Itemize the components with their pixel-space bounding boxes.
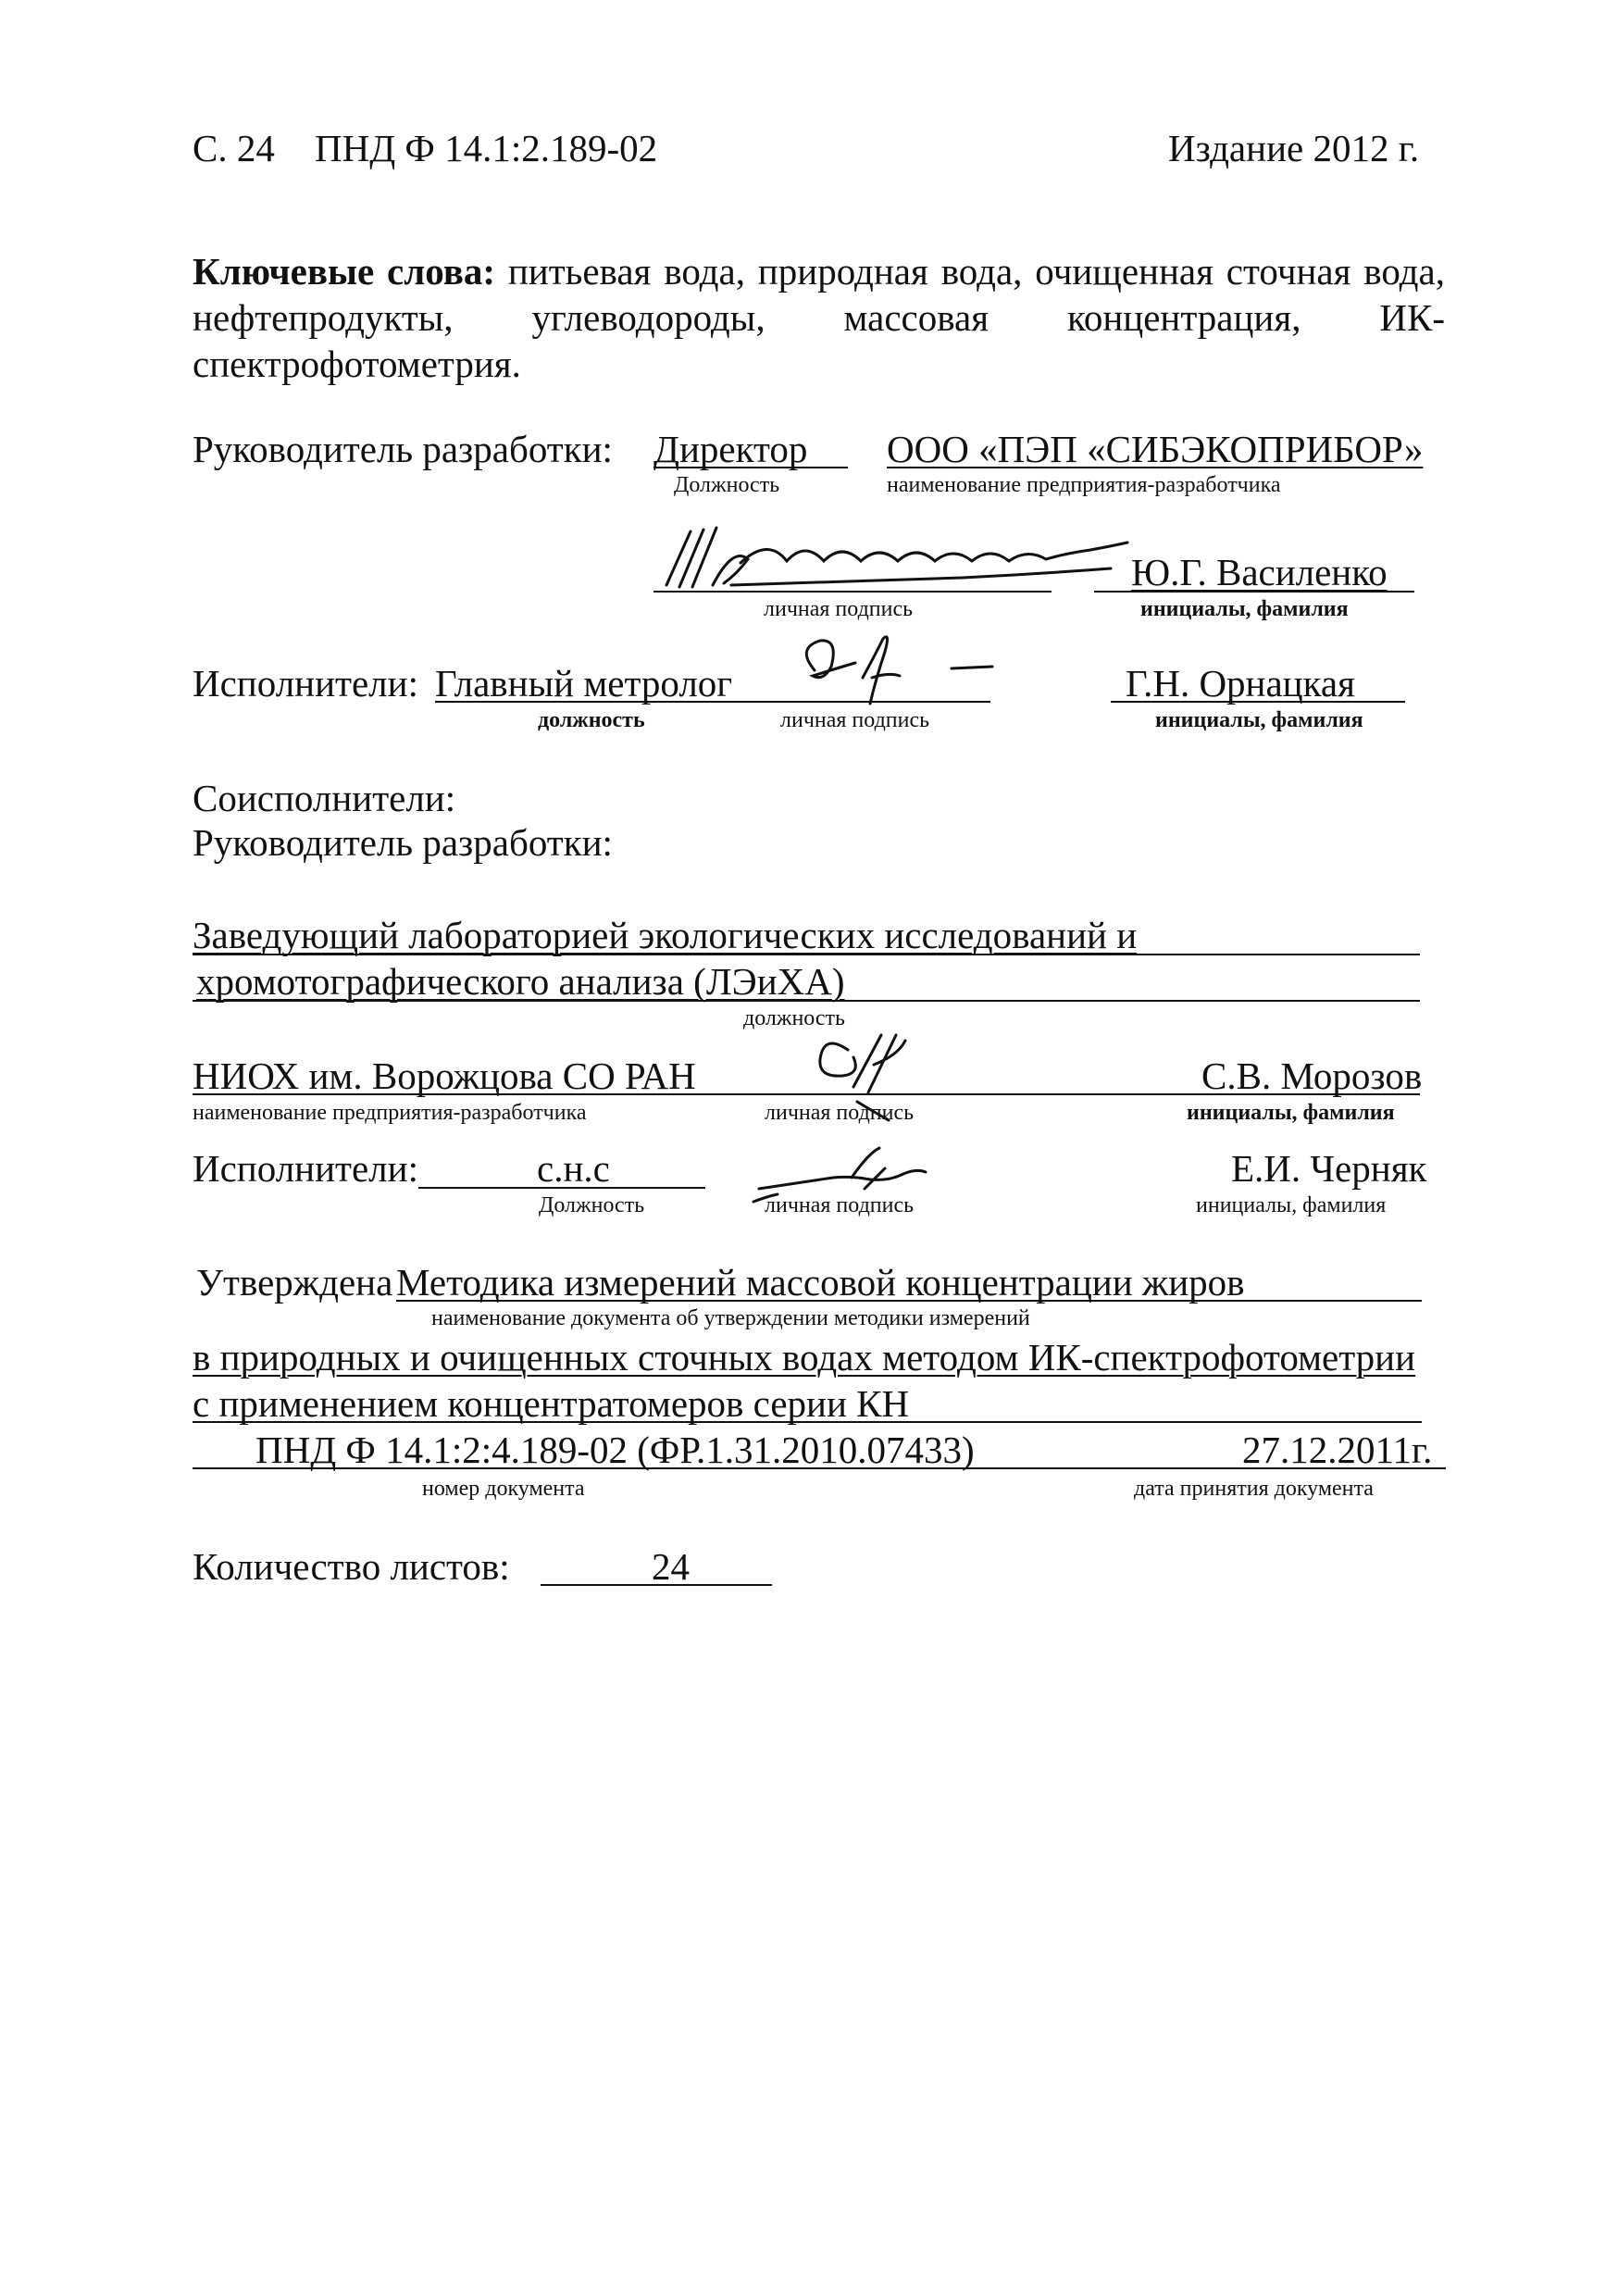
lead-position-caption: Должность xyxy=(674,473,780,497)
co-position-line2: хромотографического анализа (ЛЭиХА) xyxy=(196,960,845,1003)
keywords-text: питьевая вода, природная вода, очищенная сточная вода, нефтепродукты, углеводороды, массовая концентрация, ИК-спектрофотометрия. xyxy=(193,250,1445,385)
approval-caption: наименование документа об утверждении методики измерений xyxy=(431,1306,1030,1330)
executor1-signature-line xyxy=(435,701,990,703)
co-organization: НИОХ им. Ворожцова СО РАН xyxy=(193,1054,696,1097)
executor2-name: Е.И. Черняк xyxy=(1231,1147,1427,1190)
executor1-position: Главный метролог xyxy=(435,662,733,705)
page-number: С. 24 xyxy=(193,127,275,169)
document-code: ПНД Ф 14.1:2.189-02 xyxy=(315,127,658,169)
approval-date: 27.12.2011г. xyxy=(1242,1429,1433,1471)
co-position-line1: Заведующий лабораторией экологических исследований и xyxy=(193,914,1138,956)
sheets-value-line xyxy=(541,1584,772,1586)
co-executors-lead-label: Руководитель разработки: xyxy=(193,821,613,864)
executor1-name: Г.Н. Орнацкая xyxy=(1126,662,1355,705)
approval-line1: Методика измерений массовой концентрации жиров xyxy=(396,1261,1245,1304)
executor2-position: с.н.с xyxy=(537,1147,610,1190)
co-name: С.В. Морозов xyxy=(1201,1054,1423,1097)
keywords-label: Ключевые слова: xyxy=(193,250,495,293)
approval-doc-number: ПНД Ф 14.1:2:4.189-02 (ФР.1.31.2010.07433) xyxy=(255,1429,975,1471)
approval-doc-number-line xyxy=(193,1467,1446,1469)
co-executors-label: Соисполнители: xyxy=(193,777,456,819)
approval-line3: с применением концентратомеров серии КН xyxy=(193,1382,910,1425)
executor1-name-line xyxy=(1111,701,1405,703)
co-position-line1-rule xyxy=(193,954,1420,955)
approval-line3-rule xyxy=(193,1421,1422,1423)
approval-label: Утверждена xyxy=(196,1261,393,1304)
lead-signature xyxy=(648,518,1166,602)
keywords-paragraph xyxy=(193,248,1445,387)
executor2-label: Исполнители: xyxy=(193,1147,418,1190)
approval-line1-rule xyxy=(396,1300,1422,1302)
lead-signature-caption: личная подпись xyxy=(764,597,914,621)
lead-organization: ООО «ПЭП «СИБЭКОПРИБОР» xyxy=(887,428,1424,470)
co-position-caption: должность xyxy=(743,1006,845,1030)
lead-position: Директор xyxy=(653,428,808,470)
co-signature-caption: личная подпись xyxy=(765,1101,915,1125)
executor1-signature-caption: личная подпись xyxy=(780,708,930,732)
lead-name-caption: инициалы, фамилия xyxy=(1140,597,1349,621)
edition: Издание 2012 г. xyxy=(1168,127,1420,169)
executor2-name-caption: инициалы, фамилия xyxy=(1196,1193,1387,1217)
approval-date-caption: дата принятия документа xyxy=(1134,1477,1374,1501)
executor1-label: Исполнители: xyxy=(193,662,418,705)
co-name-caption: инициалы, фамилия xyxy=(1187,1101,1395,1125)
sheets-value: 24 xyxy=(652,1545,690,1588)
approval-line2: в природных и очищенных сточных водах методом ИК-спектрофотометрии xyxy=(193,1336,1416,1379)
approval-doc-number-caption: номер документа xyxy=(422,1477,585,1501)
lead-name-line xyxy=(1094,591,1414,593)
sheets-label: Количество листов: xyxy=(193,1545,510,1588)
executor2-signature-caption: личная подпись xyxy=(765,1193,915,1217)
lead-label: Руководитель разработки: xyxy=(193,428,613,470)
executor1-position-caption: должность xyxy=(538,708,645,732)
lead-organization-caption: наименование предприятия-разработчика xyxy=(887,473,1281,497)
lead-signature-line xyxy=(653,591,1052,593)
co-position-line2-rule xyxy=(193,1000,1420,1002)
co-organization-caption: наименование предприятия-разработчика xyxy=(193,1101,587,1125)
lead-name: Ю.Г. Василенко xyxy=(1131,551,1388,593)
lead-position-line xyxy=(653,467,848,468)
executor2-position-caption: Должность xyxy=(539,1193,645,1217)
executor1-name-caption: инициалы, фамилия xyxy=(1155,708,1363,732)
